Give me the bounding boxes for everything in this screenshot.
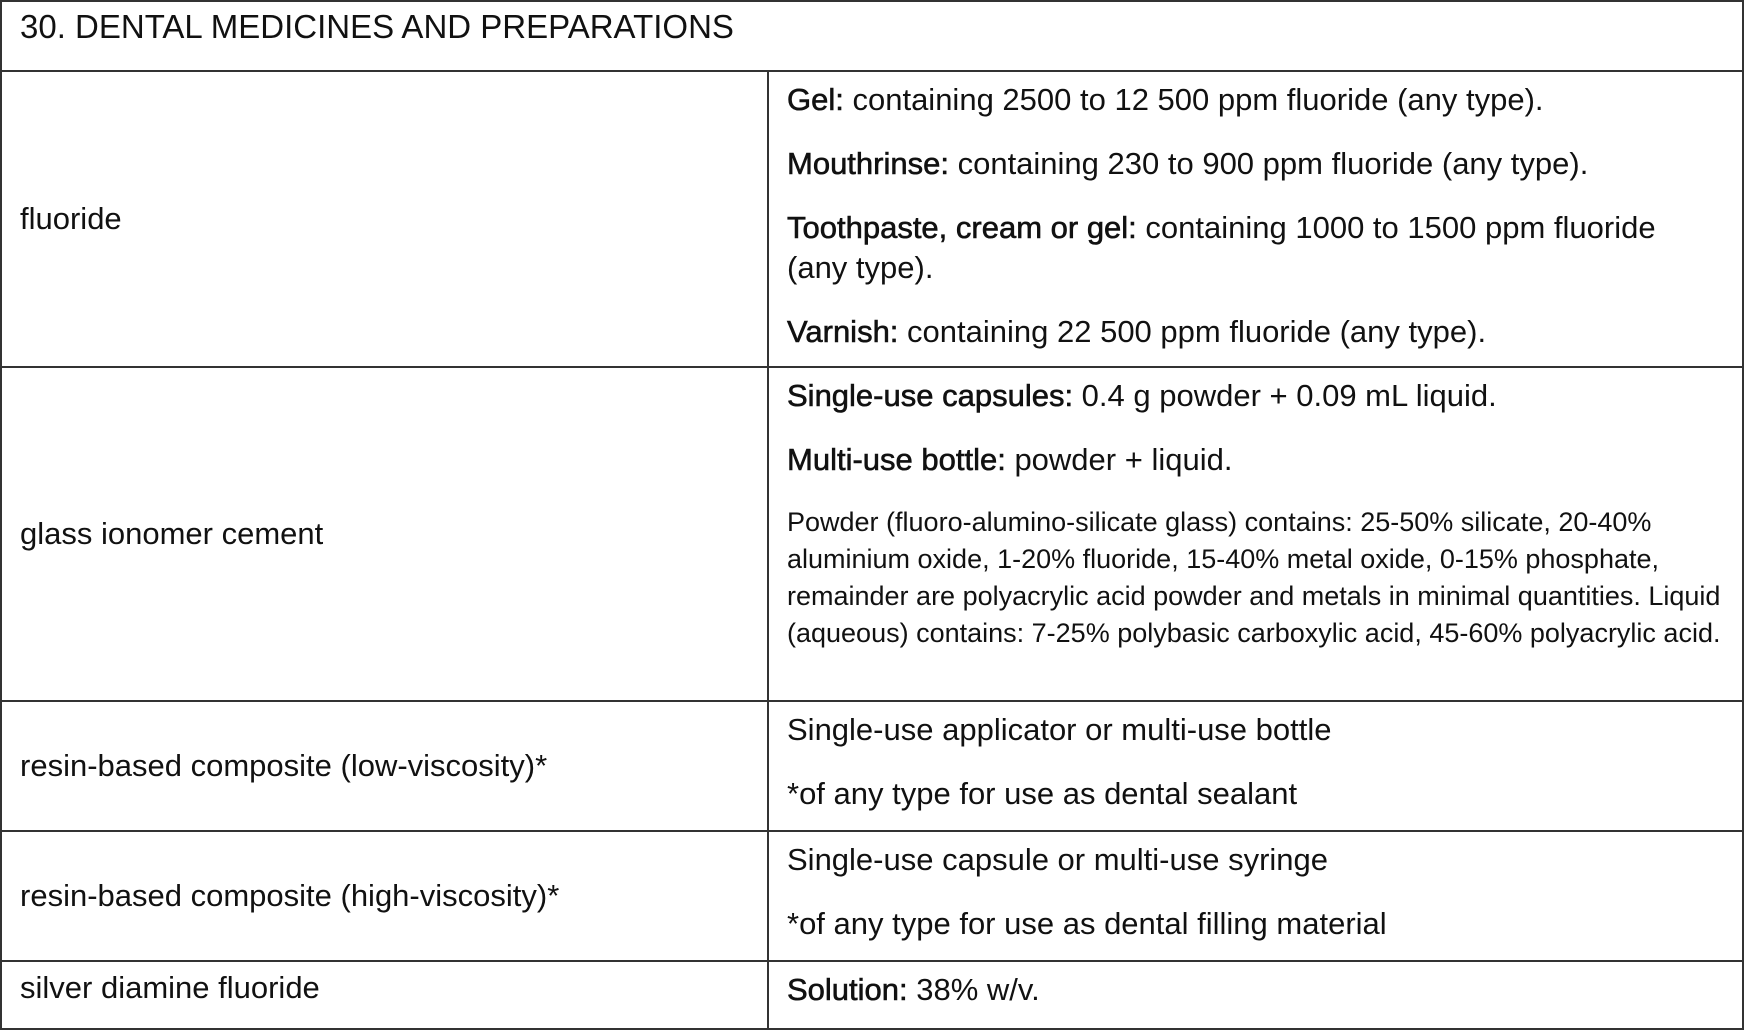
- table-row: [1, 961, 1743, 1029]
- dosage-form-label: Toothpaste, cream or gel:: [787, 210, 1137, 245]
- dosage-form-cell: [768, 367, 1743, 701]
- dosage-form-entry: [787, 312, 1724, 352]
- table-row: [1, 367, 1743, 701]
- section-title: 30. DENTAL MEDICINES AND PREPARATIONS: [20, 8, 734, 45]
- dosage-form-label: Solution:: [787, 972, 908, 1007]
- section-title-cell: [1, 1, 1743, 71]
- dosage-form-cell: [768, 961, 1743, 1029]
- dosage-form-text: powder + liquid.: [1005, 442, 1233, 477]
- dosage-form-text: 38% w/v.: [907, 972, 1040, 1007]
- dosage-form-cell: [768, 71, 1743, 367]
- section-header-row: [1, 1, 1743, 71]
- dosage-form-entry: [787, 144, 1724, 184]
- dosage-form-cell: [768, 701, 1743, 831]
- dosage-form-footnote: *of any type for use as dental filling material: [787, 906, 1387, 941]
- table-row: [1, 831, 1743, 961]
- dosage-form-label: Gel:: [787, 82, 844, 117]
- medicine-name: resin-based composite (low-viscosity)*: [20, 748, 548, 783]
- dosage-form-text: containing 22 500 ppm fluoride (any type).: [898, 314, 1487, 349]
- dosage-form-entry: [787, 440, 1724, 480]
- dosage-form-entry: [787, 376, 1724, 416]
- dosage-form-footnote: *of any type for use as dental sealant: [787, 776, 1298, 811]
- medicine-name-cell: [1, 367, 768, 701]
- dosage-form-text: containing 2500 to 12 500 ppm fluoride (any type).: [843, 82, 1544, 117]
- table-row: [1, 701, 1743, 831]
- dosage-form-label: Single-use capsules:: [787, 378, 1074, 413]
- medicine-name: silver diamine fluoride: [20, 970, 320, 1005]
- medicine-name: fluoride: [20, 201, 122, 236]
- medicine-name: resin-based composite (high-viscosity)*: [20, 878, 560, 913]
- dosage-form-entry: [787, 970, 1724, 1010]
- dosage-form-line: Single-use capsule or multi-use syringe: [787, 842, 1329, 877]
- dosage-form-line: Single-use applicator or multi-use bottle: [787, 712, 1332, 747]
- table-row: [1, 71, 1743, 367]
- dosage-form-text: containing 230 to 900 ppm fluoride (any type).: [948, 146, 1589, 181]
- dosage-form-text: 0.4 g powder + 0.09 mL liquid.: [1073, 378, 1497, 413]
- dosage-form-text: containing 1000 to 1500 ppm fluoride (any type).: [787, 210, 1656, 285]
- medicine-name: glass ionomer cement: [20, 516, 324, 551]
- medicine-name-cell: [1, 961, 768, 1029]
- medicine-name-cell: [1, 831, 768, 961]
- dosage-form-label: Mouthrinse:: [787, 146, 949, 181]
- dosage-form-entry: [787, 80, 1724, 120]
- dosage-form-label: Multi-use bottle:: [787, 442, 1006, 477]
- dosage-form-cell: [768, 831, 1743, 961]
- medicine-name-cell: [1, 71, 768, 367]
- medicine-name-cell: [1, 701, 768, 831]
- dosage-form-label: Varnish:: [787, 314, 899, 349]
- composition-note: Powder (fluoro-alumino-silicate glass) contains: 25-50% silicate, 20-40% aluminium oxide, 1-20% fluoride, 15-40% metal oxide, 0-15% phosphate, remainder are polyacrylic acid powder and metals in minimal quantities. Liquid (aqueous) contains: 7-25% polybasic carboxylic acid, 45-60% polyacrylic acid.: [787, 507, 1721, 648]
- dosage-form-entry: [787, 208, 1724, 288]
